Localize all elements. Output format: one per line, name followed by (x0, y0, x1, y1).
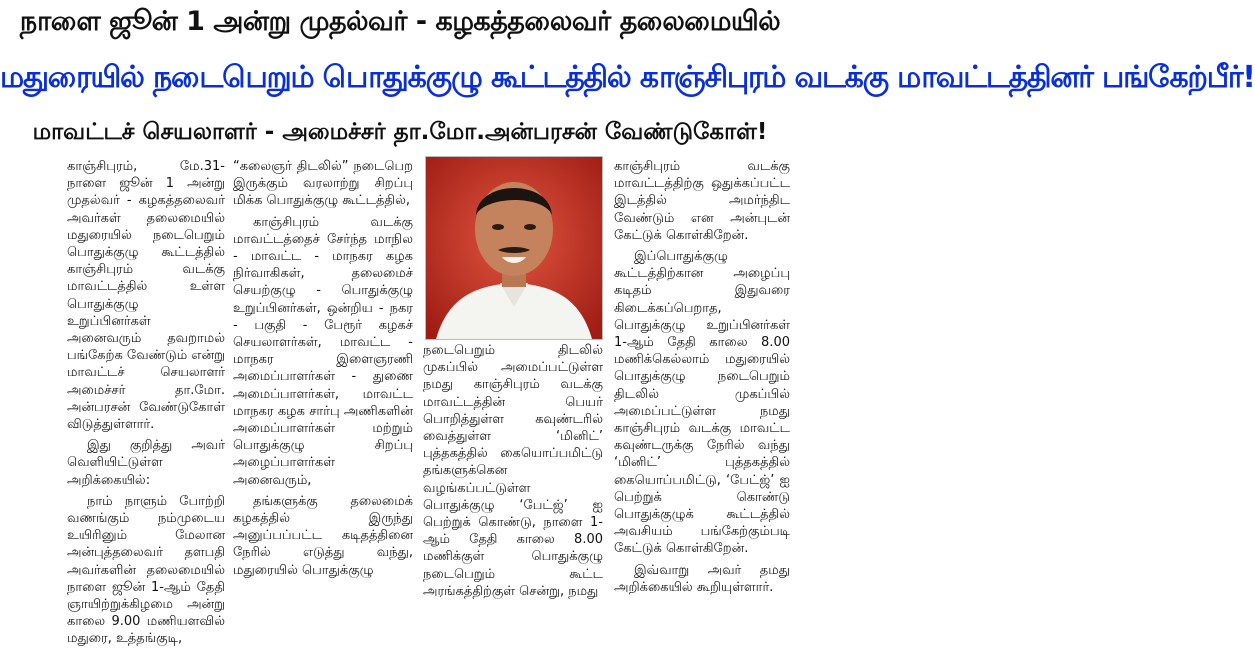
paragraph: தங்களுக்கு தலைமைக் கழகத்தில் இருந்து அனுப்பப்பட்ட கடிதத்தினை நேரில் எடுத்து வந்து, மதுரையில் பொதுக்குழு (233, 493, 413, 578)
paragraph: நாம் நாளும் போற்றி வணங்கும் நம்முடைய உயிரினும் மேலான அன்புத்தலைவர் தளபதி அவர்களின் தலைமையில் நாளை ஜூன் 1-ஆம் தேதி ஞாயிற்றுக்கிழமை அன்று காலை 9.00 மணியளவில் மதுரை, உத்தங்குடி, (67, 493, 225, 647)
paragraph: இது குறித்து அவர் வெளியிட்டுள்ள அறிக்கையில்: (67, 438, 225, 488)
paragraph: இவ்வாறு அவர் தமது அறிக்கையில் கூறியுள்ளார். (614, 562, 790, 595)
paragraph: காஞ்சிபுரம் வடக்கு மாவட்டத்தைச் சேர்ந்த மாநில - மாவட்ட - மாநகர கழக நிர்வாகிகள், தலைமைச் செயற்குழு - பொதுக்குழு உறுப்பினர்கள், ஒன்றிய - நகர - பகுதி - பேரூர் கழகச் செயலாளர்கள், மாவட்ட - மாநகர இளைஞரணி அமைப்பாளர்கள் - துணை அமைப்பாளர்கள், மாவட்ட மாநகர கழக சார்பு அணிகளின் அமைப்பாளர்கள் மற்றும் பொதுக்குழு சிறப்பு அழைப்பாளர்கள் அனைவரும், (233, 214, 413, 488)
headline-top: நாளை ஜூன் 1 அன்று முதல்வர் - கழகத்தலைவர் தலைமையில் (19, 6, 781, 37)
paragraph: காஞ்சிபுரம் வடக்கு மாவட்டத்திற்கு ஒதுக்கப்பட்ட இடத்தில் அமர்ந்திட வேண்டும் என அன்புடன் கேட்டுக் கொள்கிறேன். (614, 159, 790, 243)
paragraph: “கலைஞர் திடலில்” நடைபெற இருக்கும் வரலாற்று சிறப்பு மிக்க பொதுக்குழு கூட்டத்தில், (233, 159, 413, 209)
paragraph: இப்பொதுக்குழு கூட்டத்திற்கான அழைப்பு கடிதம் இதுவரை கிடைக்கப்பெறாத, பொதுக்குழு உறுப்பினர்கள் 1-ஆம் தேதி காலை 8.00 மணிக்கெல்லாம் மதுரையில் பொதுக்குழு நடைபெறும் திடலில் முகப்பில் அமைப்பட்டுள்ள நமது காஞ்சிபுரம் வடக்கு மாவட்ட கவுண்டருக்கு நேரில் வந்து ‘மினிட்’ புத்தகத்தில் கையொப்பமிட்டு, ‘பேட்ஜ்’ ஐ பெற்றுக் கொண்டு பொதுக்குழுக் கூட்டத்தில் அவசியம் பங்கேற்கும்படி கேட்டுக் கொள்கிறேன். (614, 249, 790, 557)
portrait-illustration (426, 157, 602, 339)
article-column-4 (614, 158, 790, 600)
portrait-photo (425, 156, 603, 340)
paragraph: காஞ்சிபுரம், மே.31- நாளை ஜூன் 1 அன்று முதல்வர் - கழகத்தலைவர் அவர்கள் தலைமையில் மதுரையில் நடைபெறும் பொதுக்குழு கூட்டத்தில் காஞ்சிபுரம் வடக்கு மாவட்டத்தில் உள்ள பொதுக்குழு உறுப்பினர்கள் அனைவரும் தவறாமல் பங்கேற்க வேண்டும் என்று மாவட்டச் செயலாளர் அமைச்சர் தா.மோ. அன்பரசன் வேண்டுகோள் விடுத்துள்ளார். (67, 159, 225, 433)
article-column-1 (67, 158, 225, 652)
article-column-3 (423, 342, 603, 604)
headline-main: மதுரையில் நடைபெறும் பொதுக்குழு கூட்டத்தில் காஞ்சிபுரம் வடக்கு மாவட்டத்தினர் பங்கேற்பீர்! (0, 60, 1255, 95)
article-column-2 (233, 158, 413, 583)
paragraph: நடைபெறும் திடலில் முகப்பில் அமைப்பட்டுள்ள நமது காஞ்சிபுரம் வடக்கு மாவட்டத்தின் பெயர் பொறித்துள்ள கவுண்டரில் வைத்துள்ள ‘மினிட்’ புத்தகத்தில் கையொப்பமிட்டு தங்களுக்கென வழங்கப்பட்டுள்ள பொதுக்குழு ‘பேட்ஜ்’ ஐ பெற்றுக் கொண்டு, நாளை 1-ஆம் தேதி காலை 8.00 மணிக்குள் பொதுக்குழு நடைபெறும் கூட்ட அரங்கத்திற்குள் சென்று, நமது (423, 343, 603, 599)
headline-sub: மாவட்டச் செயலாளர் - அமைச்சர் தா.மோ.அன்பரசன் வேண்டுகோள்! (32, 119, 768, 145)
